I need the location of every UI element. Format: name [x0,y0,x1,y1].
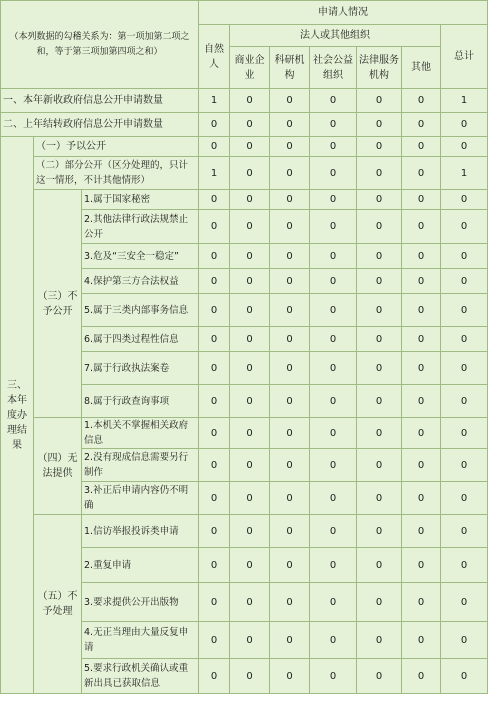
value-cell: 1 [199,157,230,190]
value-cell: 1 [441,89,488,113]
value-cell: 0 [230,89,270,113]
row-label: 6.属于四类过程性信息 [82,327,199,352]
value-cell: 0 [270,352,310,385]
value-cell: 0 [310,327,357,352]
value-cell: 0 [441,352,488,385]
value-cell: 0 [270,449,310,482]
value-cell: 0 [199,482,230,515]
value-cell: 0 [310,482,357,515]
row-label: 7.属于行政执法案卷 [82,352,199,385]
value-cell: 0 [441,548,488,583]
natural-person-header: 自然人 [199,25,230,89]
value-cell: 0 [310,515,357,548]
row-label: 3.危及“三安全一稳定” [82,244,199,269]
value-cell: 0 [270,190,310,210]
value-cell: 0 [357,190,402,210]
value-cell: 0 [357,583,402,622]
value-cell: 0 [310,659,357,694]
value-cell: 0 [270,89,310,113]
value-cell: 0 [230,659,270,694]
value-cell: 0 [357,113,402,137]
value-cell: 0 [199,269,230,294]
value-cell: 0 [230,113,270,137]
value-cell: 0 [402,352,441,385]
value-cell: 0 [357,515,402,548]
value-cell: 0 [199,294,230,327]
value-cell: 0 [310,583,357,622]
row-label: 二、上年结转政府信息公开申请数量 [1,113,199,137]
value-cell: 0 [357,244,402,269]
value-cell: 0 [402,418,441,449]
group-4-label: （四）无法提供 [34,418,82,515]
value-cell: 0 [230,548,270,583]
value-cell: 0 [357,482,402,515]
value-cell: 0 [270,622,310,659]
value-cell: 0 [310,352,357,385]
value-cell: 0 [402,482,441,515]
row-label: 1.属于国家秘密 [82,190,199,210]
value-cell: 0 [310,190,357,210]
value-cell: 0 [402,137,441,157]
row-label: 4.保护第三方合法权益 [82,269,199,294]
value-cell: 0 [230,352,270,385]
value-cell: 0 [270,294,310,327]
value-cell: 0 [402,327,441,352]
value-cell: 0 [441,327,488,352]
value-cell: 0 [402,113,441,137]
value-cell: 0 [199,515,230,548]
value-cell: 0 [441,622,488,659]
row-label: 2.其他法律行政法规禁止公开 [82,210,199,244]
value-cell: 0 [270,113,310,137]
value-cell: 0 [357,269,402,294]
value-cell: 0 [230,210,270,244]
value-cell: 0 [402,583,441,622]
value-cell: 0 [270,583,310,622]
total-header: 总计 [441,25,488,89]
value-cell: 0 [199,659,230,694]
table-row [1,515,488,548]
value-cell: 0 [199,418,230,449]
value-cell: 0 [357,418,402,449]
table-row [1,137,488,157]
value-cell: 0 [270,659,310,694]
value-cell: 0 [441,418,488,449]
value-cell: 0 [402,157,441,190]
table-row [1,418,488,449]
value-cell: 0 [230,583,270,622]
public-welfare-org-header: 社会公益组织 [310,47,357,89]
row-label: 3.要求提供公开出版物 [82,583,199,622]
value-cell: 0 [230,482,270,515]
value-cell: 0 [441,294,488,327]
value-cell: 0 [199,327,230,352]
row-label: 5.要求行政机关确认或重新出具已获取信息 [82,659,199,694]
value-cell: 0 [310,418,357,449]
section-3-label: 三、本年度办理结果 [1,137,34,694]
research-institute-header: 科研机构 [270,47,310,89]
value-cell: 0 [402,449,441,482]
value-cell: 0 [270,548,310,583]
group-5-label: （五）不予处理 [34,515,82,694]
value-cell: 0 [441,385,488,418]
value-cell: 0 [441,137,488,157]
other-header: 其他 [402,47,441,89]
value-cell: 0 [230,137,270,157]
value-cell: 0 [441,515,488,548]
value-cell: 0 [441,583,488,622]
value-cell: 0 [199,137,230,157]
value-cell: 0 [441,482,488,515]
value-cell: 0 [199,210,230,244]
relationship-note: （本列数据的勾稽关系为：第一项加第二项之和，等于第三项加第四项之和） [1,1,199,89]
row-label: 8.属于行政查询事项 [82,385,199,418]
row-label: 1.本机关不掌握相关政府信息 [82,418,199,449]
value-cell: 0 [270,269,310,294]
value-cell: 0 [270,137,310,157]
value-cell: 0 [310,449,357,482]
row-label: 2.没有现成信息需要另行制作 [82,449,199,482]
value-cell: 0 [357,327,402,352]
value-cell: 0 [357,210,402,244]
value-cell: 0 [230,294,270,327]
value-cell: 0 [441,269,488,294]
row-label: 5.属于三类内部事务信息 [82,294,199,327]
group-3-label: （三）不予公开 [34,190,82,418]
value-cell: 0 [441,244,488,269]
value-cell: 0 [357,137,402,157]
value-cell: 0 [441,190,488,210]
value-cell: 0 [270,515,310,548]
value-cell: 0 [357,385,402,418]
value-cell: 0 [357,548,402,583]
value-cell: 0 [357,157,402,190]
row-label: 3.补正后申请内容仍不明确 [82,482,199,515]
table-row [1,89,488,113]
value-cell: 0 [310,137,357,157]
value-cell: 0 [270,244,310,269]
value-cell: 0 [230,515,270,548]
value-cell: 0 [441,449,488,482]
value-cell: 0 [199,449,230,482]
value-cell: 0 [310,548,357,583]
value-cell: 0 [199,113,230,137]
value-cell: 0 [199,190,230,210]
applicant-info-header: 申请人情况 [199,1,488,25]
value-cell: 0 [402,622,441,659]
commercial-enterprise-header: 商业企业 [230,47,270,89]
row-label: 一、本年新收政府信息公开申请数量 [1,89,199,113]
value-cell: 0 [402,659,441,694]
value-cell: 0 [357,352,402,385]
value-cell: 0 [310,622,357,659]
value-cell: 0 [357,449,402,482]
value-cell: 0 [230,269,270,294]
value-cell: 0 [310,385,357,418]
value-cell: 0 [310,157,357,190]
value-cell: 0 [402,385,441,418]
value-cell: 0 [357,659,402,694]
value-cell: 0 [230,327,270,352]
value-cell: 0 [310,89,357,113]
value-cell: 0 [402,269,441,294]
value-cell: 0 [270,385,310,418]
legal-service-org-header: 法律服务机构 [357,47,402,89]
value-cell: 0 [199,583,230,622]
value-cell: 0 [199,352,230,385]
value-cell: 0 [199,622,230,659]
value-cell: 0 [270,418,310,449]
value-cell: 0 [441,210,488,244]
value-cell: 0 [230,449,270,482]
row-label: 4.无正当理由大量反复申请 [82,622,199,659]
legal-entity-header: 法人或其他组织 [230,25,441,47]
value-cell: 0 [402,515,441,548]
table-row [1,157,488,190]
value-cell: 0 [441,659,488,694]
value-cell: 0 [230,622,270,659]
value-cell: 0 [270,157,310,190]
row-label: （二）部分公开（区分处理的，只计这一情形，不计其他情形） [34,157,199,190]
value-cell: 0 [402,89,441,113]
value-cell: 0 [199,548,230,583]
value-cell: 0 [357,622,402,659]
value-cell: 0 [310,269,357,294]
value-cell: 0 [199,244,230,269]
table-row [1,113,488,137]
value-cell: 0 [402,294,441,327]
value-cell: 0 [270,482,310,515]
value-cell: 0 [230,157,270,190]
value-cell: 0 [310,244,357,269]
value-cell: 1 [199,89,230,113]
value-cell: 0 [441,113,488,137]
value-cell: 1 [441,157,488,190]
row-label: 2.重复申请 [82,548,199,583]
value-cell: 0 [310,113,357,137]
value-cell: 0 [230,190,270,210]
value-cell: 0 [310,294,357,327]
value-cell: 0 [270,210,310,244]
value-cell: 0 [402,210,441,244]
value-cell: 0 [230,385,270,418]
value-cell: 0 [230,244,270,269]
value-cell: 0 [402,190,441,210]
value-cell: 0 [357,89,402,113]
row-label: （一）予以公开 [34,137,199,157]
row-label: 1.信访举报投诉类申请 [82,515,199,548]
value-cell: 0 [230,418,270,449]
table-row [1,190,488,210]
value-cell: 0 [357,294,402,327]
value-cell: 0 [402,244,441,269]
value-cell: 0 [310,210,357,244]
value-cell: 0 [402,548,441,583]
value-cell: 0 [270,327,310,352]
value-cell: 0 [199,385,230,418]
